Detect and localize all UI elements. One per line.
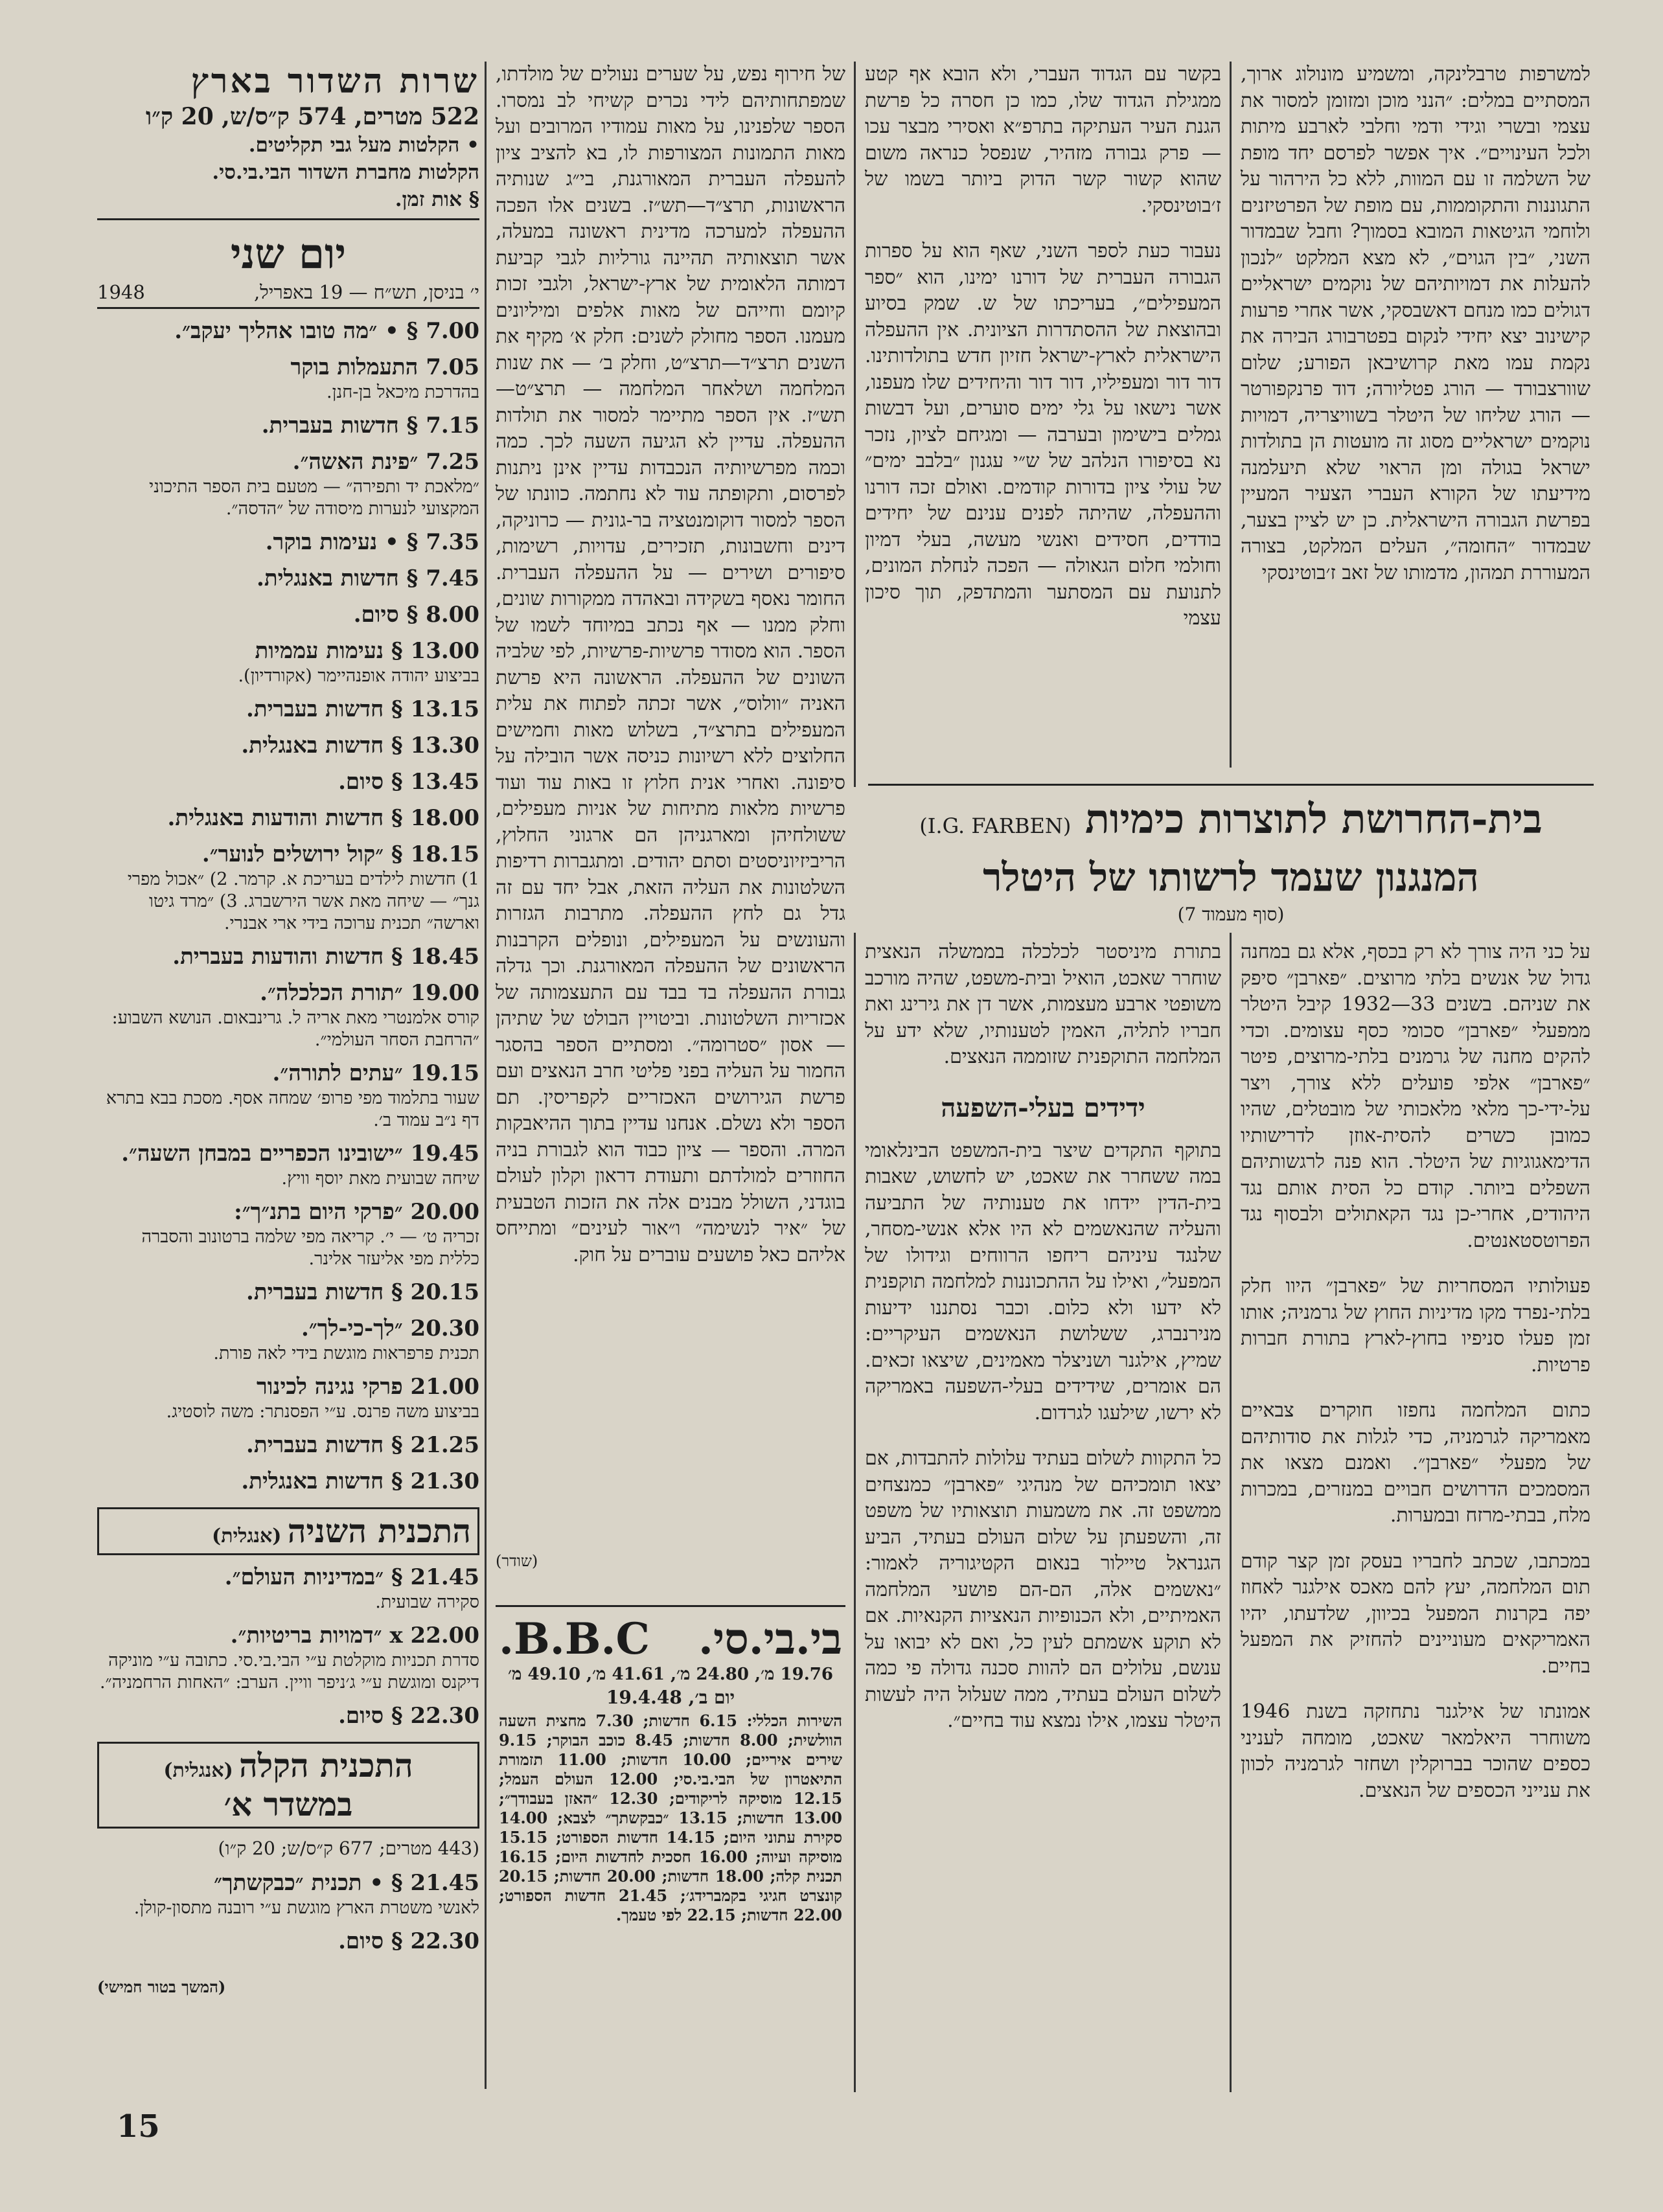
light-program-subtitle: במשדר א׳	[224, 1785, 353, 1823]
article-paragraph: של חירוף נפש, על שערים נעולים של מולדתו, שמפתחותיהם לידי נכרים קשיחי לב נמסרו. הספר שלפנינו, על מאות עמודיו המרובים ועל מאות התמונות המצורפות לו, בא להציב ציון להעפלה העברית המאורגנת, בי״ג שנותיה הראשונות, תרצ״ד—תש״ז. בשנים אלו הפכה ההעפלה למערכה מדינית ראשונה במעלה, אשר תוצאותיה תהיינה גורליות לגבי קביעת דמותה הלאומית של ארץ-ישראל, ולגבי זכות קיומם וחייהם של מאות אלפים ומיליונים מעמנו. הספר מחולק לשנים: חלק א׳ מקיף את השנים תרצ״ד—תרצ״ט, וחלק ב׳ — את שנות המלחמה ושלאחר המלחמה — תרצ״ט—תש״ז. אין הספר מתיימר למסור את תולדות ההעפלה. עדיין לא הגיעה השעה לכך. כמה וכמה מפרשיותיה הנכבדות עדיין אינן ניתנות לפרסום, ותקופתה עוד לא נחתמה. כוונתו של הספר למסור דוקומנטציה בר-גונית — כרוניקה, דינים וחשבונות, תזכירים, עדויות, רשימות, סיפורים ושירים — על ההעפלה העברית. החומר נאסף בשקידה ובאהדה ממקורות שונים, וחלק ממנו — אף נכתב במיוחד לשמו של הספר. הוא מסודר פרשיות-פרשיות, לפי שלביה השונים של ההעפלה. הראשונה היא פרשת האניה ״וולוס״, אשר זכתה לפתוח את עלית המעפילים בתרצ״ד, בשלוש מאות וחמישים החלוצים ללא רשיונות כניסה אשר הובילה על סיפונה. ואחרי אנית חלוץ זו באות עוד ועוד פרשיות מלאות מתיחות של אניות מעפילים, ששולחיהן ומארגניהן הם ארגוני החלוץ, הריביזיוניסטים וסתם יהודים. ומתגברות רדיפות השלטונות את העליה הזאת, אבל יחד עם זה גדל גם לחץ ההעפלה. מתרבות הגזרות והעונשים על המעפילים, ונופלים הקרבנות הראשונים של ההעפלה המאורגנת. וכך גדלה גבורת ההעפלה בד בבד עם התעצמותה של אכזריות השלטונות. וביטויין הבולט של שתיהן — אסון ״סטרומה״. ומסתיים הספר בהסגר החמור על העליה בפני פליטי חרב הנאצים ועם פרשת הגירושים האכזריים לקפריסין. תם הספר ולא נשלם. אנחנו עדיין בתוך ההיאבקות המרה. והספר — ציון כבוד הוא לגבורת בניה החוזרים למולדתם ותעודת דראון וקלון לעולם בוגדני, השולל מבנים אלה את הזכות הטבעית של ״איר לנשימה״ ו״אור לעינים״ ומתייחס אליהם כאל פושעים עוברים על חוק.	[496, 63, 845, 1266]
schedule-item-title: 8.00 § סיום.	[353, 602, 479, 628]
schedule-item-detail: בביצוע יהודה אופנהיימר (אקורדיון).	[238, 666, 479, 686]
column-rule	[854, 62, 856, 787]
column-rule	[485, 62, 487, 2089]
schedule-date	[97, 280, 479, 304]
article-paragraph: פעולותיו המסחריות של ״פארבן״ היוו חלק בלתי-נפרד מקו מדיניות החוץ של גרמניה; אותו זמן פעלו סניפיו בחוץ-לארץ בתורת חברות פרטיות.	[1241, 1275, 1590, 1376]
schedule-item	[97, 768, 479, 796]
article-subhead: ידידים בעלי-השפעה	[941, 1092, 1145, 1123]
article-column-left	[865, 939, 1221, 2092]
schedule-item	[97, 840, 479, 935]
program2-tag: (אנגלית)	[212, 1525, 282, 1547]
bbc-title-english: B.B.C.	[499, 1613, 650, 1664]
article-paragraph: אמונתו של אילגנר נתחזקה בשנת 1946 משוחרר היאלמאר שאכט, מומחה לעניני כספים שהוכר בברוקלין ושחזר לגרמניה לכוון את ענייני הכספים של הנאצים.	[1241, 1700, 1590, 1802]
schedule-item	[97, 1467, 479, 1496]
continued-note: (המשך בטור חמישי)	[97, 1978, 226, 1996]
schedule-wave: 522 מטרים, 574 ק״ס/ש, 20 ק״ו	[145, 103, 479, 130]
schedule-item-title: 7.05 התעמלות בוקר	[290, 354, 479, 380]
schedule-item-title: 19.45 ״ישובינו הכפריים במבחן השעה״.	[121, 1141, 479, 1167]
schedule-item	[97, 1314, 479, 1365]
schedule-item-detail: בהדרכת מיכאל בן-חנן.	[327, 382, 479, 402]
schedule-item-detail: סקירה שבועית.	[375, 1592, 479, 1612]
bbc-date: יום ב׳, 19.4.48	[606, 1687, 735, 1708]
schedule-item	[97, 1621, 479, 1694]
schedule-item-detail: קורס אלמנטרי מאת אריה ל. גרינבאום. הנושא השבוע: ״הרחבת הסחר העולמי״.	[111, 1008, 479, 1050]
bbc-title-hebrew: בי.בי.סי.	[698, 1613, 842, 1664]
schedule-item-title: 22.30 § סיום.	[338, 1928, 479, 1954]
schedule-item	[97, 637, 479, 687]
article-column-top-mid	[865, 62, 1221, 774]
schedule-item-title: 19.00 ״תורת הכלכלה״.	[260, 980, 479, 1006]
continued-from: (סוף מעמוד 7)	[1177, 904, 1285, 925]
schedule-date-year: 1948	[97, 281, 145, 303]
schedule-items	[97, 317, 479, 1496]
schedule-item-title: 13.30 § חדשות באנגלית.	[241, 733, 479, 758]
schedule-item	[97, 1059, 479, 1132]
headline-main: בית-החרושת לתוצרות כימיות	[1084, 795, 1543, 843]
article-paragraph: כתום המלחמה נחפזו חוקרים צבאיים מאמריקה לגרמניה, כדי לגלות את סודותיהם של מפעלי ״פארבן״. ואמנם מצאו את המסמכים הדרושים חבויים במנזרים, במכרות מלח, בבתי-מרזח ובמערות.	[1241, 1399, 1590, 1527]
schedule-item	[97, 804, 479, 832]
article-paragraph: בתוקף התקדים שיצר בית-המשפט הבינלאומי במה ששחרר את שאכט, יש לחשוש, שאבות בית-הדין יידחו את טענותיה של התביעה והעליה שהנאשמים לא היו אלא אנשי-מסחר, שלנגד עיניהם ריחפו הרווחים וגידולו של המפעל״, ואילו על ההתכוננות למלחמה תוקפנית לא ידעו ולא כלום. וכבר נסתננו ידיעות מנירנברג, ששלושת הנאשמים העיקריים: שמיץ, אילגנר ושניצלר מאמינים, שיצאו זכאים. הם אומרים, שידידים בעלי-השפעה באמריקה לא ירשו, שילעגו לגרדום.	[865, 1139, 1221, 1424]
schedule-item-title: 7.00 § • ״מה טובו אהליך יעקב״.	[174, 318, 479, 344]
schedule-item	[97, 317, 479, 345]
article-column-top-right	[1241, 62, 1590, 774]
light-program-title: התכנית הקלה	[239, 1746, 413, 1784]
schedule-item-title: 20.15 § חדשות בעברית.	[246, 1279, 479, 1305]
schedule-item	[97, 600, 479, 629]
schedule-item-title: 13.15 § חדשות בעברית.	[246, 696, 479, 722]
light-program-header	[97, 1742, 479, 1829]
schedule-item	[97, 353, 479, 404]
schedule-item	[97, 1563, 479, 1613]
schedule-item-detail: סדרת תכניות מוקלטת ע״י הבי.בי.סי. כתובה ע״י מוניקה דיקנס ומוגשת ע״י ג׳ניפר וויין. הערב: ״האחות הרחמניה״.	[99, 1650, 479, 1693]
article-paragraph: בתורת מיניסטר לכלכלה בממשלה הנאצית שוחרר שאכט, הואיל ובית-משפט, שהיה מורכב משופטי ארבע מעצמות, אשר דן את גירינג ואת חבריו לתליה, האמין לטענותיו, שלא ידע על המלחמה התוקפנית שזוממה הנאצים.	[865, 941, 1221, 1068]
schedule-item-title: 19.15 ״עתים לתורה״.	[272, 1060, 479, 1086]
schedule-item-title: 7.25 ״פינת האשה״.	[292, 449, 479, 475]
schedule-item-title: 21.25 § חדשות בעברית.	[246, 1432, 479, 1458]
bbc-divider	[496, 1605, 845, 1607]
schedule-item-title: 21.00 פרקי נגינה לכינור	[257, 1374, 479, 1400]
schedule-item-title: 20.30 ״לך-כי-לך״.	[301, 1316, 479, 1341]
article-paragraph: על כני היה צורך לא רק בכסף, אלא גם במחנה גדול של אנשים בלתי מרוצים. ״פארבן״ סיפק את שניהם. בשנים 33—1932 קיבל היטלר ממפעלי ״פארבן״ סכומי כסף עצומים. וכדי להקים מחנה של גרמנים בלתי-מרוצים, פיטר ״פארבן״ אלפי פועלים ללא צורך, ויצר על-ידי-כך מלאי מלאכותי של מובטלים, שהיו כמובן כשרים להסית-אוזן לדרישותיו הדימאגוגיות של היטלר. הוא פנה לרגשותיהם השפלים ביותר. קודם כל הסית אותם נגד היהודים, אחרי-כן נגד הקאתולים ולבסוף נגד הפרוטסטאנטים.	[1241, 941, 1590, 1252]
bbc-schedule	[499, 1613, 842, 1925]
program2-title: התכנית השניה	[287, 1512, 471, 1550]
article-paragraph: למשרפות טרבלינקה, ומשמיע מונולוג ארוך, המסתיים במלים: ״הנני מוכן ומזומן למסור את עצמי ובשרי וגידי ודמי וחלבי לארבע מיתות ולכל העינויים״. איך אפשר לפרסם יחד מופת של השלמה זו עם המוות, ללא כל הירהור על התגוננות והתקוממות, עם מופת של הפרטיזנים ולוחמי הגיטאות המובא בסמוך? וחבל שבמדור השני, ״בין הגוים״, לא מצא המלקט ״לנכון להעלות את דמויותיהם של נוקמים ישראליים דגולים כמו מנחם דאשבסקי, אשר אחרי פרעות קישינוב יצא יחידי לנקום בפטרבורג הבירה את נקמת עמו מאת קרושיבאן הפורע; שלום שוורצבורד — הורג פטליורה; דוד פרנקפורטר — הורג שליחו של היטלר בשוויצריה, דמויות נוקמים ישראליים מסוג זה מועטות הן בתולדות ישראל בגולה ומן הראוי שלא תיעלמנה מידיעתו של הקורא העברי הצעיר המעיין בפרשת הגבורה הישראלית. כן יש לציין בצער, שבמדור ״החומה״, העלים המלקט, בצורה המעוררת תמהון, מדמותו של זאב ז׳בוטינסקי	[1241, 63, 1590, 584]
schedule-item-detail: שעור בתלמוד מפי פרופ׳ שמחה אסף. מסכת בבא בתרא דף נ״ב עמוד ב׳.	[106, 1088, 479, 1130]
schedule-item-title: 22.00 x ״דמויות בריטיות״.	[230, 1623, 479, 1648]
column-rule	[854, 933, 856, 2092]
schedule-item-title: 21.45 § ״במדיניות העולם״.	[224, 1564, 479, 1590]
article-paragraph: נעבור כעת לספר השני, שאף הוא על ספרות הגבורה העברית של דורנו ימינו, הוא ״ספר המעפילים״, בעריכתו של ש. שמק בסיוע ובהוצאת של ההסתדרות הציונית. אין ההעפלה הישראלית לארץ-ישראל חזיון חדש בתולדותינו. דור דור ומעפיליו, דור דור והיחידים שלו מעפנו, אשר נישאו על גלי ימים סוערים, ועל דבשות גמלים בישימון ובערבה — ומגיחם לציון, נזכר נא בסיפורו הנלהב של ש״י עגנון ״בלבב ימים״ של עולי ציון בדורות קודמים. ואולם זכה דורנו וההעפלה, שהיתה לפנים ענינם של יחידים בודדים, חסידים ואנשי מעשה, בעלי דמיון וחולמי חלום הגאולה — הפכה לנחלת המונים, לתנועת עם המסתער והמתדפק, תוך סיכון עצמי	[865, 240, 1221, 630]
schedule-item-detail: תכנית פרפראות מוגשת בידי לאה פורת.	[213, 1343, 479, 1363]
radio-schedule-column	[97, 62, 479, 2000]
schedule-item	[97, 1139, 479, 1190]
schedule-item-title: 7.35 § • נעימות בוקר.	[265, 529, 479, 555]
schedule-item	[97, 448, 479, 520]
schedule-item	[97, 1373, 479, 1423]
light-program-items	[97, 1869, 479, 1955]
schedule-item-title: 18.15 § ״קול ירושלים לנוער״.	[201, 841, 479, 867]
article-paragraph: במכתבו, שכתב לחבריו בעסק זמן קצר קודם תום המלחמה, יעץ להם מאכס אילגנר לאחוז יפה בקרנות המפעל בכיוון, שלדעתו, יהיו האמריקאים מעוניינים להחזיק את המפעל בחיים.	[1241, 1549, 1590, 1678]
page-number: 15	[117, 2108, 160, 2145]
schedule-item-detail: ״מלאכת יד ותפירה״ — מטעם בית הספר התיכוני המקצועי לנערות מיסודה של ״הדסה״.	[149, 477, 479, 519]
headline-line1	[868, 793, 1594, 852]
column-rule	[1230, 62, 1232, 768]
schedule-item-title: 21.45 § • תכנית ״כבקשתך״	[214, 1870, 479, 1896]
article-headline-block	[868, 793, 1594, 926]
schedule-item	[97, 411, 479, 440]
schedule-item	[97, 731, 479, 760]
light-program-tag: (אנגלית)	[163, 1759, 233, 1782]
schedule-item-title: 7.45 § חדשות באנגלית.	[257, 565, 479, 591]
article-paragraph: כל התקוות לשלום בעתיד עלולות להתבדות, אם יצאו תומכיהם של מנהיגי ״פארבן״ כמנצחים ממשפט זה. את משמעות תוצאותיו של משפט זה, והשפעתן על שלום העולם בעתיד, הביע הגנראל טיילור בנאום הקטיגוריה לאמור: ״נאשמים אלה, הם-הם פושעי המלחמה האמיתיים, ולא הכנופיות הנאציות הקנאיות. אם לא תוקע אשמתם לעין כל, ואם לא יבואו על ענשם, עלולים הם להוות סכנה גדולה פי כמה לשלום העולם בעתיד, ממה שעלול היה לעשות היטלר עצמו, אילו נמצא עוד בחיים״.	[865, 1447, 1221, 1732]
schedule-item	[97, 564, 479, 593]
schedule-note-records: • הקלטות מעל גבי תקליטים.	[248, 133, 479, 157]
article-column-right	[1241, 939, 1590, 2092]
schedule-item	[97, 1431, 479, 1459]
schedule-item-detail: שיחה שבועית מאת יוסף וויץ.	[281, 1169, 479, 1189]
schedule-item	[97, 695, 479, 724]
schedule-item	[97, 942, 479, 971]
schedule-item	[97, 979, 479, 1051]
schedule-item-detail: לאנשי משטרת הארץ מוגשת ע״י רובנה מתסון-קולן.	[133, 1898, 479, 1918]
schedule-item-title: 18.00 § חדשות והודעות באנגלית.	[167, 805, 479, 831]
schedule-item-title: 7.15 § חדשות בעברית.	[261, 413, 479, 439]
bbc-waves: 19.76 מ׳, 24.80 מ׳, 41.61 מ׳, 49.10 מ׳	[508, 1665, 833, 1684]
schedule-note-time: § אות זמן.	[395, 188, 479, 211]
schedule-item-title: 13.00 § נעימות עממיות	[255, 638, 479, 664]
schedule-item-title: 21.30 § חדשות באנגלית.	[241, 1468, 479, 1494]
section-divider	[868, 784, 1594, 786]
schedule-item-title: 18.45 § חדשות והודעות בעברית.	[172, 944, 479, 970]
schedule-item	[97, 1927, 479, 1955]
schedule-item	[97, 528, 479, 556]
column-rule	[1230, 933, 1232, 2092]
schedule-date-hebrew: י׳ בניסן, תש״ח — 19 באפריל,	[253, 281, 479, 303]
program2-header	[97, 1507, 479, 1555]
schedule-header: שרות השדור בארץ	[190, 62, 479, 101]
bbc-title	[499, 1613, 842, 1665]
article-signature: (שודר)	[496, 1552, 538, 1570]
schedule-item-detail: 1) חדשות לילדים בעריכת א. קרמר. 2) ״אכול מפרי גנך״ — שיחה מאת אשר הירשברג. 3) ״מרד גיטו וארשה״ תכנית ערוכה בידי ארי אבנרי.	[127, 869, 479, 933]
article-paragraph: בקשר עם הגדוד העברי, ולא הובא אף קטע ממגילת הגדוד שלו, כמו כן חסרה כל פרשת הגנת העיר העתיקה בתרפ״א ואסירי מבצר עכו — פרק גבורה מזהיר, שנפסל כנראה משום שהוא קשור קשר הדוק ביותר בשמו של ז׳בוטינסקי.	[865, 63, 1221, 217]
schedule-item	[97, 1198, 479, 1270]
schedule-day: יום שני	[230, 230, 347, 279]
divider	[97, 218, 479, 220]
light-program-wave: (443 מטרים; 677 ק״ס/ש; 20 ק״ו)	[218, 1838, 479, 1859]
schedule-item	[97, 1702, 479, 1730]
program2-items	[97, 1563, 479, 1730]
article-column-second	[496, 62, 845, 1571]
schedule-item	[97, 1278, 479, 1306]
divider	[97, 307, 479, 309]
schedule-item	[97, 1869, 479, 1919]
schedule-item-detail: זכריה ט׳ — י׳. קריאה מפי שלמה ברטונוב והסברה כללית מפי אליעזר אלינר.	[141, 1227, 479, 1269]
schedule-note-bbc: הקלטות מחברת השדור הבי.בי.סי.	[212, 161, 479, 184]
schedule-item-detail: בביצוע משה פרנס. ע״י הפסנתר: משה לוסטיג.	[166, 1402, 479, 1422]
headline-tag: (I.G. FARBEN)	[919, 814, 1072, 838]
schedule-item-title: 13.45 § סיום.	[338, 769, 479, 795]
headline-line2: המנגנון שעמד לרשותו של היטלר	[983, 855, 1479, 900]
schedule-item-title: 22.30 § סיום.	[338, 1703, 479, 1729]
schedule-item-title: 20.00 ״פרקי היום בתנ״ך״:	[234, 1199, 479, 1225]
article-left-paragraphs	[865, 1138, 1221, 1735]
bbc-body: השירות הכללי: 6.15 חדשות; 7.30 מחצית השעה הוולשית; 8.00 חדשות; 8.45 כוכב הבוקר; 9.15 שירים איריים; 10.00 חדשות; 11.00 תזמורת התיאטרון של הבי.בי.סי; 12.00 העולם העמל; 12.15 מוסיקה לריקודים; 12.30 ״האזן בעבודך״; 13.00 חדשות; 13.15 ״כבקשתך״ לצבא; 14.00 סקירת עתוני היום; 14.15 חדשות הספורט; 15.15 מוסיקה ועיוה; 16.00 חסכית לחדשות היום; 16.15 תכנית קלה; 18.00 חדשות; 20.00 חדשות; 20.15 קונצרט חגיגי בקמברידג׳; 21.45 חדשות הספורט; 22.00 חדשות; 22.15 לפי טעמך.	[499, 1711, 843, 1924]
